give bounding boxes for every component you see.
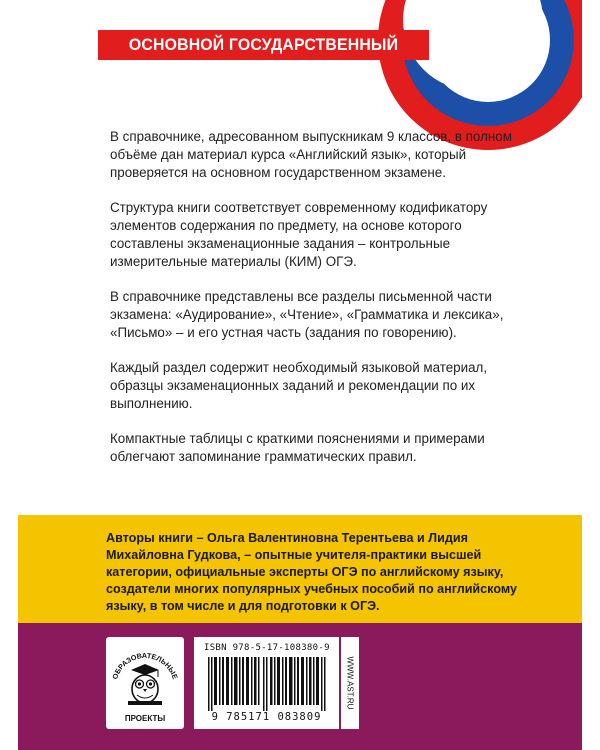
book-back-cover xyxy=(18,0,582,750)
mortarboard-icon xyxy=(131,664,159,675)
description-paragraph: В справочнике, адресованном выпускникам 9 классов, в полном объёме дан материал курса «Английский язык», который проверяется на основном государственном экзамене. xyxy=(110,129,512,180)
barcode-panel xyxy=(194,637,339,729)
publisher-logo xyxy=(106,637,184,729)
logo-top-text: ОБРАЗОВАТЕЛЬНЫЕ xyxy=(110,650,180,681)
barcode-digits: 9 785171 083809 xyxy=(211,711,322,723)
logo-bottom-text: ПРОЕКТЫ xyxy=(124,714,166,723)
website-panel xyxy=(341,637,359,729)
barcode-icon xyxy=(208,657,326,711)
series-title: ОСНОВНОЙ ГОСУДАРСТВЕННЫЙ ЭКЗАМЕН xyxy=(98,30,429,60)
owl-logo-icon xyxy=(106,637,184,729)
description-paragraph: Структура книги соответствует современному кодификатору элементов содержания по предмету, на основе которого составлены экзаменационные задания – контрольные измерительные материалы (КИМ) ОГЭ. xyxy=(110,200,488,269)
description-text xyxy=(110,128,538,483)
website-url: WWW.AST.RU xyxy=(345,656,355,710)
isbn-number: ISBN 978-5-17-108380-9 xyxy=(204,643,330,653)
authors-text: Авторы книги – Ольга Валентиновна Терентьева и Лидия Михайловна Гудкова, – опытные учителя-практики высшей категории, официальные эксперты ОГЭ по английскому языку, создатели многих популярных учебных пособий по английскому языку, в том числе и для подготовки к ОГЭ. xyxy=(106,531,517,613)
description-paragraph: Каждый раздел содержит необходимый языковой материал, образцы экзаменационных заданий и рекомендации по их выполнению. xyxy=(110,360,488,411)
description-paragraph: В справочнике представлены все разделы письменной части экзамена: «Аудирование», «Чтение», «Грамматика и лексика», «Письмо» – и его устная часть (задания по говорению). xyxy=(110,289,504,340)
description-paragraph: Компактные таблицы с краткими пояснениями и примерами облегчают запоминание грамматических правил. xyxy=(110,431,485,464)
